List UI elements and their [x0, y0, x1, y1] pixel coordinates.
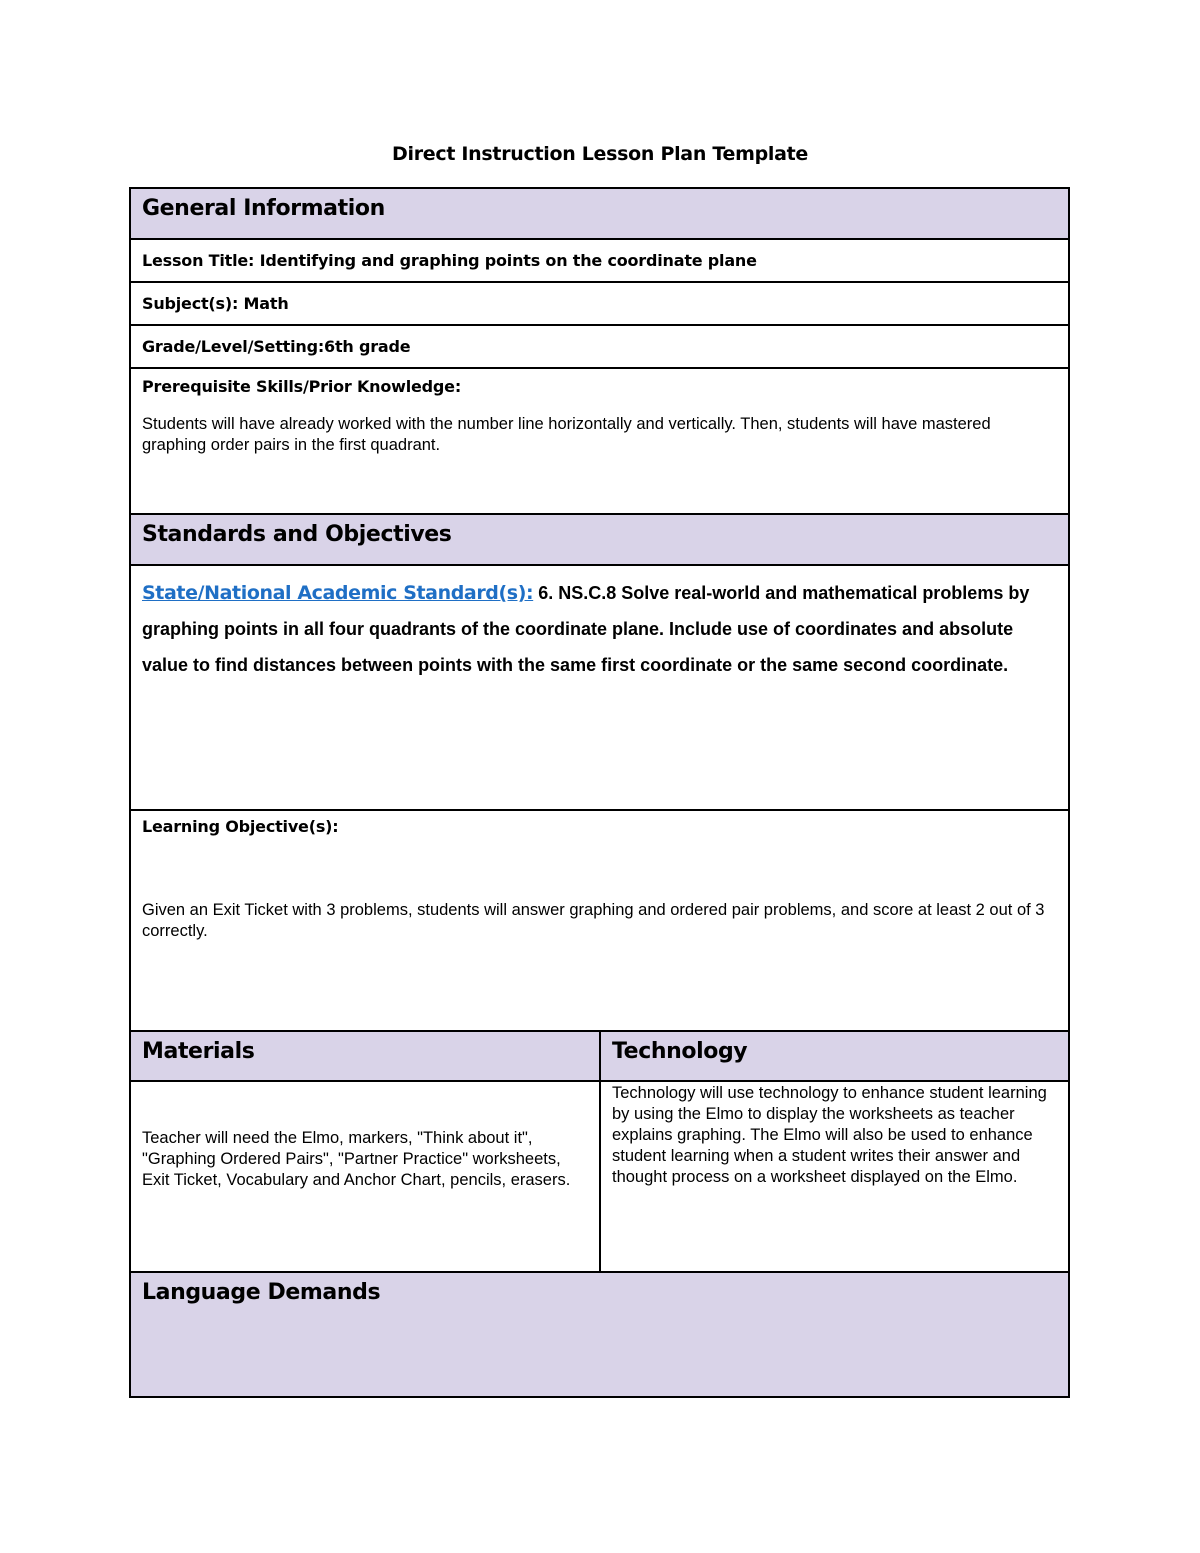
learning-objective-label: Learning Objective(s): [142, 817, 339, 836]
materials-text: Teacher will need the Elmo, markers, "Think about it", "Graphing Ordered Pairs", "Partner Practice" worksheets, Exit Ticket, Vocabulary and Anchor Chart, pencils, erasers. [142, 1129, 571, 1189]
materials-technology-body [131, 1082, 1068, 1273]
standard-text: 6. NS.C.8 Solve real-world and mathematical problems by graphing points in all four quadrants of the coordinate plane. Include use of coordinates and absolute value to find distances between points with the same first coordinate or the same second coordinate. [142, 583, 1030, 675]
technology-text: Technology will use technology to enhance student learning by using the Elmo to display the worksheets as teacher explains graphing. The Elmo will also be used to enhance student learning when a student writes their answer and thought process on a worksheet displayed on the Elmo. [612, 1084, 1047, 1186]
prerequisite-text: Students will have already worked with the number line horizontally and vertically. Then, students will have mastered graphing order pairs in the first quadrant. [142, 415, 991, 454]
standard-row [131, 566, 1068, 811]
technology-body-cell [601, 1082, 1068, 1271]
materials-body-cell [131, 1082, 599, 1271]
standards-objectives-header [131, 515, 1068, 566]
prerequisite-label: Prerequisite Skills/Prior Knowledge: [142, 377, 462, 396]
standard-link[interactable]: State/National Academic Standard(s): [142, 582, 534, 604]
grade-row [131, 326, 1068, 369]
learning-objective-row [131, 811, 1068, 1032]
materials-header-cell [131, 1032, 599, 1080]
standards-objectives-heading: Standards and Objectives [142, 522, 452, 547]
standard-paragraph [142, 575, 1054, 683]
subject-row [131, 283, 1068, 326]
learning-objective-text: Given an Exit Ticket with 3 problems, students will answer graphing and ordered pair problems, and score at least 2 out of 3 correctly. [142, 901, 1045, 940]
general-information-header [131, 189, 1068, 240]
grade-level-setting: Grade/Level/Setting:6th grade [142, 337, 411, 356]
lesson-title: Lesson Title: Identifying and graphing points on the coordinate plane [142, 251, 757, 270]
technology-heading: Technology [612, 1039, 748, 1064]
language-demands-section [131, 1273, 1068, 1396]
lesson-plan-table [129, 187, 1070, 1398]
materials-technology-header [131, 1032, 1068, 1082]
lesson-title-row [131, 240, 1068, 283]
general-information-heading: General Information [142, 196, 385, 221]
materials-heading: Materials [142, 1039, 255, 1064]
technology-header-cell [601, 1032, 1068, 1080]
language-demands-heading: Language Demands [142, 1280, 381, 1305]
document-title: Direct Instruction Lesson Plan Template [392, 143, 808, 165]
prerequisite-row [131, 369, 1068, 515]
subject: Subject(s): Math [142, 294, 289, 313]
